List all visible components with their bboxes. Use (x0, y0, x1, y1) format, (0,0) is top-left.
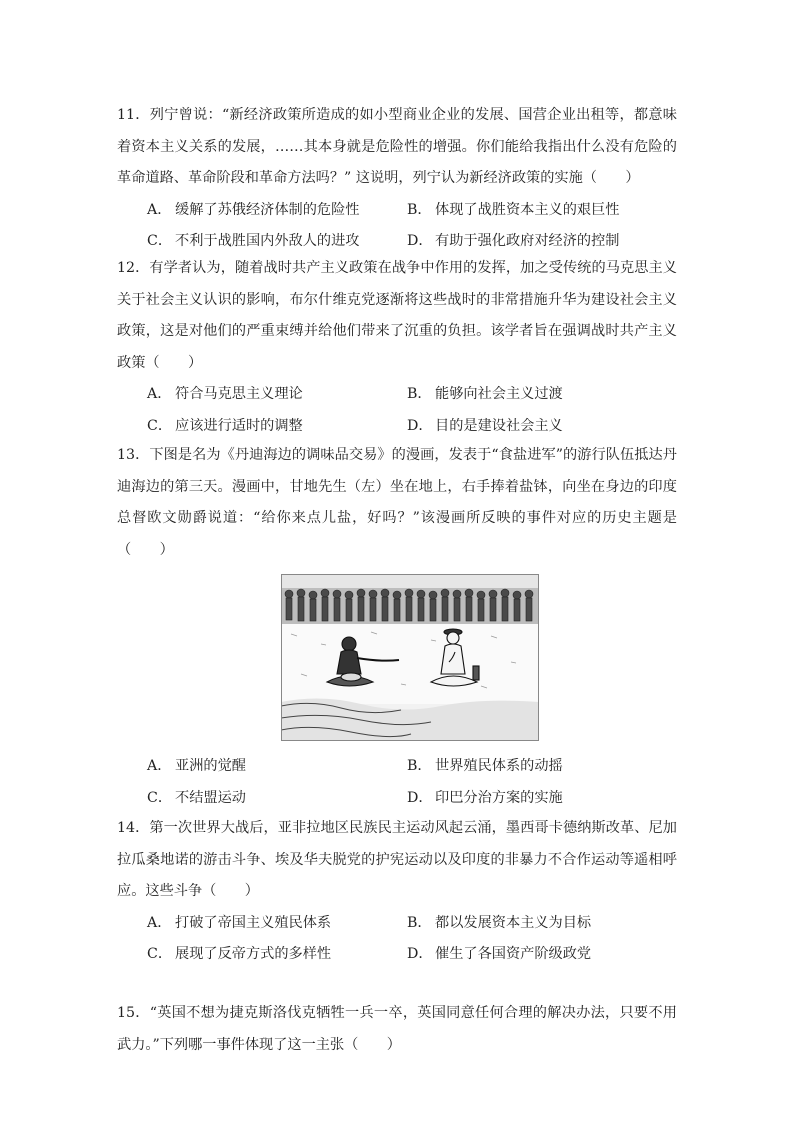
option-a[interactable] (147, 195, 407, 227)
option-c[interactable] (147, 411, 407, 443)
salt-trade-cartoon-illustration (281, 574, 539, 741)
option-label: A． (147, 758, 172, 774)
option-text: 缓解了苏俄经济体制的危险性 (175, 201, 360, 218)
option-text: 亚洲的觉醒 (175, 758, 246, 774)
option-b[interactable] (407, 908, 667, 940)
option-text: 打破了帝国主义殖民体系 (175, 914, 332, 931)
option-label: A． (147, 914, 172, 931)
question-stem (117, 998, 677, 1061)
question-stem (117, 253, 677, 379)
option-label: A． (147, 201, 172, 218)
option-a[interactable] (147, 379, 407, 411)
question-number: 14． (117, 820, 150, 836)
option-c[interactable] (147, 783, 407, 815)
question-number: 13． (117, 447, 150, 463)
question-stem (117, 440, 677, 566)
option-a[interactable] (147, 908, 407, 940)
option-label: B． (407, 386, 432, 402)
option-a[interactable] (147, 751, 407, 783)
option-label: C． (147, 417, 173, 434)
option-label: D． (407, 946, 433, 962)
question-12 (117, 253, 677, 442)
options (147, 751, 677, 814)
option-text: 不利于战胜国内外敌人的进攻 (175, 233, 360, 249)
option-text: 能够向社会主义过渡 (435, 386, 563, 402)
options (147, 908, 677, 971)
option-text: 催生了各国资产阶级政党 (435, 946, 592, 962)
question-13 (117, 440, 677, 566)
option-text: 世界殖民体系的动摇 (435, 758, 563, 774)
question-number: 12． (117, 260, 150, 276)
question-text: 有学者认为，随着战时共产主义政策在战争中作用的发挥，加之受传统的马克思主义关于社会主义认识的影响，布尔什维克党逐渐将这些战时的非常措施升华为建设社会主义政策，这是对他们的严重束缚并给他们带来了沉重的负担。该学者旨在强调战时共产主义政策（ ） (117, 260, 677, 371)
option-label: B． (407, 758, 432, 774)
question-text: “英国不想为捷克斯洛伐克牺牲一兵一卒，英国同意任何合理的解决办法，只要不用武力。”下列哪一事件体现了这一主张（ ） (117, 1005, 677, 1053)
option-b[interactable] (407, 751, 667, 783)
option-label: D． (407, 789, 433, 806)
question-text: 下图是名为《丹迪海边的调味品交易》的漫画，发表于“食盐进军”的游行队伍抵达丹迪海边的第三天。漫画中，甘地先生（左）坐在地上，右手捧着盐钵，向坐在身边的印度总督欧文勋爵说道：“给你来点儿盐，好吗？”该漫画所反映的事件对应的历史主题是（ ） (117, 447, 677, 558)
question-number: 15． (117, 1005, 150, 1021)
option-b[interactable] (407, 379, 667, 411)
option-label: B． (407, 201, 432, 218)
option-label: D． (407, 233, 433, 249)
question-11 (117, 100, 677, 258)
option-text: 有助于强化政府对经济的控制 (435, 233, 620, 249)
option-d[interactable] (407, 939, 667, 971)
option-label: A． (147, 386, 172, 402)
option-text: 展现了反帝方式的多样性 (175, 946, 332, 962)
question-text: 列宁曾说：“新经济政策所造成的如小型商业企业的发展、国营企业出租等，都意味着资本主义关系的发展，……其本身就是危险性的增强。你们能给我指出什么没有危险的革命道路、革命阶段和革命方法吗？” 这说明，列宁认为新经济政策的实施（ ） (117, 107, 677, 186)
question-text: 第一次世界大战后，亚非拉地区民族民主运动风起云涌，墨西哥卡德纳斯改革、尼加拉瓜桑地诺的游击斗争、埃及华夫脱党的护宪运动以及印度的非暴力不合作运动等遥相呼应。这些斗争（ ） (117, 820, 677, 899)
option-text: 应该进行适时的调整 (175, 417, 303, 434)
option-label: C． (147, 946, 173, 962)
question-14 (117, 813, 677, 971)
cartoon-figure (281, 574, 539, 741)
option-label: C． (147, 233, 173, 249)
question-stem (117, 100, 677, 195)
options (147, 195, 677, 258)
option-text: 目的是建设社会主义 (435, 417, 563, 434)
option-label: D． (407, 417, 433, 434)
option-text: 符合马克思主义理论 (175, 386, 303, 402)
question-15 (117, 998, 677, 1061)
options (147, 379, 677, 442)
option-text: 体现了战胜资本主义的艰巨性 (435, 201, 620, 218)
option-text: 不结盟运动 (175, 789, 246, 806)
option-label: C． (147, 789, 173, 806)
option-b[interactable] (407, 195, 667, 227)
question-stem (117, 813, 677, 908)
question-13-options (117, 751, 677, 814)
option-c[interactable] (147, 939, 407, 971)
question-number: 11． (117, 107, 150, 123)
option-d[interactable] (407, 783, 667, 815)
option-text: 都以发展资本主义为目标 (435, 914, 592, 931)
option-d[interactable] (407, 411, 667, 443)
option-label: B． (407, 914, 432, 931)
option-text: 印巴分治方案的实施 (435, 789, 563, 806)
